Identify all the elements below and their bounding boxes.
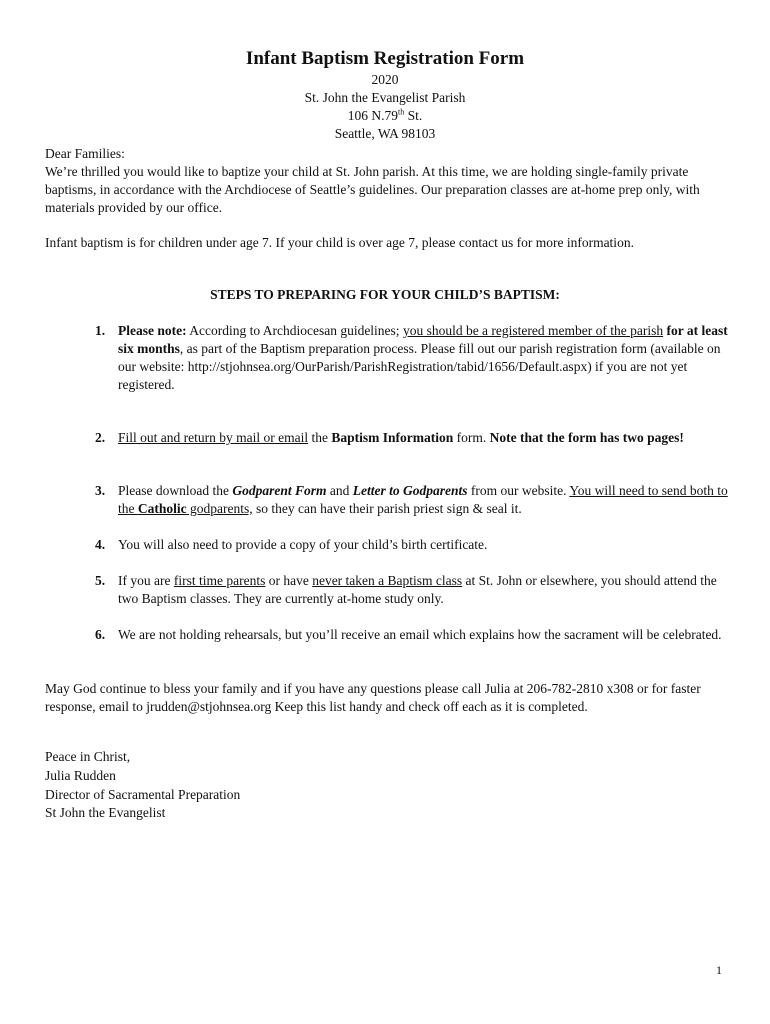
- step-number: 3.: [95, 483, 106, 498]
- step-1-label: Please note:: [118, 323, 187, 338]
- step-2-text-b: form.: [453, 430, 490, 445]
- step-1-six-months: for at least six months: [118, 323, 728, 356]
- step-text: [118, 572, 735, 608]
- step-3-catholic: Catholic: [137, 501, 187, 516]
- step-3-send-both: You will need to send both to the: [118, 483, 728, 516]
- step-5-first-time: first time parents: [173, 573, 266, 588]
- steps-title: STEPS TO PREPARING FOR YOUR CHILD’S BAPTISM:: [210, 287, 560, 302]
- step-3-godparent-form: Godparent Form: [232, 483, 327, 498]
- greeting: Dear Families:: [45, 146, 125, 161]
- parish-address: [0, 108, 770, 124]
- parish-name: St. John the Evangelist Parish: [304, 90, 466, 105]
- step-3-godparents: godparents,: [186, 501, 253, 516]
- step-2-text-a: the: [308, 430, 332, 445]
- step-text: [118, 429, 735, 447]
- step-text: We are not holding rehearsals, but you’ll receive an email which explains how the sacrament will be celebrated.: [118, 627, 722, 642]
- step-1-text-a: According to Archdiocesan guidelines;: [186, 323, 403, 338]
- step-number: 5.: [95, 573, 106, 588]
- step-5-text-b: or have: [265, 573, 313, 588]
- step-3-text-a: Please download the: [118, 483, 233, 498]
- step-5-text-c: at St. John or elsewhere, you should attend the two Baptism classes. They are currently at-home study only.: [118, 573, 717, 606]
- step-text: [118, 482, 735, 518]
- step-number: 6.: [95, 627, 106, 642]
- step-text: You will also need to provide a copy of your child’s birth certificate.: [118, 537, 488, 552]
- step-1-text-b: , as part of the Baptism preparation process. Please fill out our parish registration form (available on our website: http://stjohnsea.org/OurParish/ParishRegistration/tabid/1656/Default.aspx) if you are not yet registered.: [118, 341, 721, 392]
- step-1-registered-member: you should be a registered member of the parish: [402, 323, 664, 338]
- intro-paragraph: We’re thrilled you would like to baptize your child at St. John parish. At this time, we are holding single-family private baptisms, in accordance with the Archdiocese of Seattle’s guidelines. Our preparation classes are at-home prep only, with materials provided by our office.: [45, 164, 700, 215]
- form-title: Infant Baptism Registration Form: [245, 48, 525, 69]
- step-2: [95, 429, 735, 447]
- step-number: 1.: [95, 323, 106, 338]
- parish-city: Seattle, WA 98103: [334, 126, 436, 141]
- age-note: Infant baptism is for children under age 7. If your child is over age 7, please contact us for more information.: [45, 235, 634, 250]
- step-3: [95, 482, 735, 518]
- signature-name: Julia Rudden: [45, 768, 116, 783]
- step-5-text-a: If you are: [118, 573, 174, 588]
- page-number: 1: [716, 963, 722, 977]
- address-superscript: th: [398, 107, 405, 117]
- step-4: [95, 536, 735, 554]
- step-number: 2.: [95, 430, 106, 445]
- step-1: [95, 322, 735, 394]
- step-5: [95, 572, 735, 608]
- address-street: 106 N.79: [347, 108, 398, 123]
- step-6: [95, 626, 735, 644]
- step-2-note: Note that the form has two pages!: [489, 430, 684, 445]
- step-3-text-c: from our website.: [467, 483, 570, 498]
- form-year: 2020: [371, 72, 399, 87]
- step-2-fill-out: Fill out and return by mail or email: [118, 430, 309, 445]
- step-3-letter: Letter to Godparents: [352, 483, 468, 498]
- step-3-text-b: and: [326, 483, 353, 498]
- step-2-form-name: Baptism Information: [331, 430, 454, 445]
- step-text: [118, 322, 735, 394]
- closing-paragraph: May God continue to bless your family and if you have any questions please call Julia at 206-782-2810 x308 or for faster response, email to jrudden@stjohnsea.org Keep this list handy and check off each as it is completed.: [45, 681, 701, 714]
- signature-role: Director of Sacramental Preparation: [45, 787, 241, 802]
- step-number: 4.: [95, 537, 106, 552]
- signature-closing: Peace in Christ,: [45, 749, 131, 764]
- step-3-text-d: so they can have their parish priest sign & seal it.: [252, 501, 522, 516]
- step-5-never-taken: never taken a Baptism class: [312, 573, 463, 588]
- signature-parish: St John the Evangelist: [45, 805, 166, 820]
- address-street-suffix: St.: [404, 108, 423, 123]
